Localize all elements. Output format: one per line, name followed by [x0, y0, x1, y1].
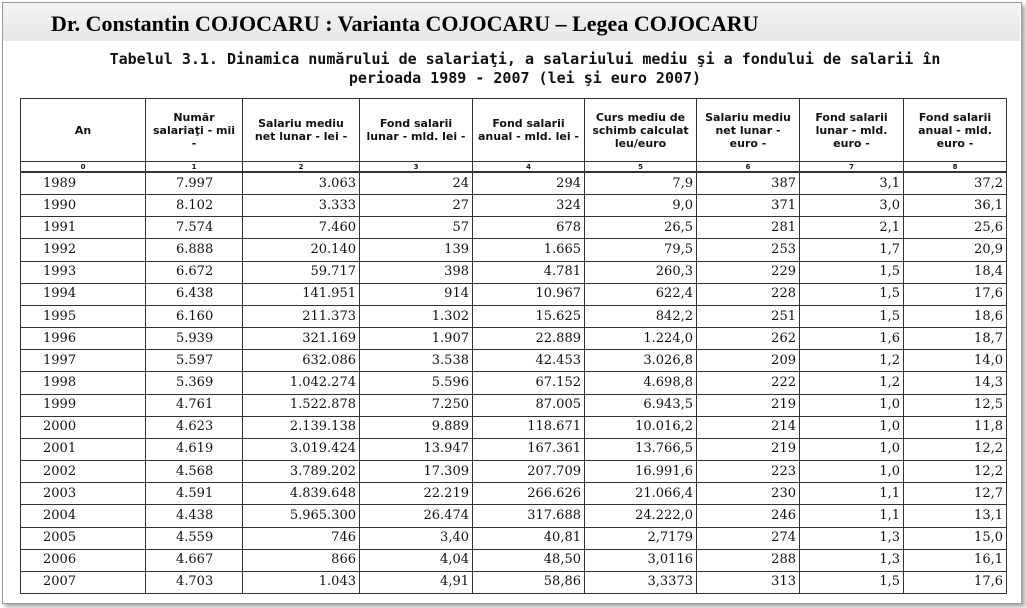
table-cell: 253	[697, 239, 800, 261]
table-cell: 324	[473, 195, 585, 217]
column-number: 5	[585, 162, 697, 173]
table-cell: 5.596	[360, 372, 473, 394]
table-cell: 211.373	[243, 305, 360, 327]
year-cell: 2002	[21, 461, 146, 483]
table-cell: 222	[697, 372, 800, 394]
table-row	[21, 505, 1007, 527]
table-cell: 274	[697, 527, 800, 549]
table-cell: 48,50	[473, 549, 585, 571]
table-cell: 3,1	[800, 172, 904, 195]
table-cell: 229	[697, 261, 800, 283]
year-cell: 1993	[21, 261, 146, 283]
table-cell: 4.568	[146, 461, 243, 483]
table-cell: 262	[697, 328, 800, 350]
header-title: Dr. Constantin COJOCARU : Varianta COJOCARU – Legea COJOCARU	[51, 11, 759, 36]
table-cell: 7.250	[360, 394, 473, 416]
table-row	[21, 350, 1007, 372]
table-cell: 20,9	[904, 239, 1007, 261]
table-cell: 15,0	[904, 527, 1007, 549]
year-cell: 1990	[21, 195, 146, 217]
column-number-row	[21, 162, 1007, 173]
header-bar	[3, 3, 1020, 41]
table-row	[21, 172, 1007, 195]
table-cell: 59.717	[243, 261, 360, 283]
table-cell: 866	[243, 549, 360, 571]
table-cell: 4,91	[360, 571, 473, 593]
column-header: Fond salarii anual - mld. lei -	[473, 99, 585, 162]
table-cell: 3,3373	[585, 571, 697, 593]
column-number: 4	[473, 162, 585, 173]
year-cell: 1991	[21, 217, 146, 239]
table-cell: 37,2	[904, 172, 1007, 195]
year-cell: 1994	[21, 283, 146, 305]
table-cell: 1.302	[360, 305, 473, 327]
table-row	[21, 571, 1007, 593]
table-cell: 26,5	[585, 217, 697, 239]
table-cell: 27	[360, 195, 473, 217]
salary-table	[20, 98, 1007, 594]
table-cell: 251	[697, 305, 800, 327]
table-cell: 4.438	[146, 505, 243, 527]
table-row	[21, 328, 1007, 350]
table-cell: 24	[360, 172, 473, 195]
table-row	[21, 283, 1007, 305]
table-cell: 13,1	[904, 505, 1007, 527]
table-cell: 79,5	[585, 239, 697, 261]
year-cell: 2001	[21, 438, 146, 460]
table-cell: 25,6	[904, 217, 1007, 239]
table-cell: 281	[697, 217, 800, 239]
table-cell: 1,5	[800, 305, 904, 327]
header-row	[21, 99, 1007, 162]
table-cell: 3.538	[360, 350, 473, 372]
year-cell: 2007	[21, 571, 146, 593]
table-cell: 167.361	[473, 438, 585, 460]
table-cell: 219	[697, 438, 800, 460]
table-cell: 139	[360, 239, 473, 261]
table-row	[21, 195, 1007, 217]
column-header: Fond salarii lunar - mld. lei -	[360, 99, 473, 162]
table-cell: 1,2	[800, 350, 904, 372]
table-cell: 2.139.138	[243, 416, 360, 438]
table-cell: 3,0116	[585, 549, 697, 571]
year-cell: 1997	[21, 350, 146, 372]
table-cell: 2,7179	[585, 527, 697, 549]
table-cell: 4.698,8	[585, 372, 697, 394]
table-cell: 228	[697, 283, 800, 305]
table-cell: 398	[360, 261, 473, 283]
table-cell: 294	[473, 172, 585, 195]
table-cell: 87.005	[473, 394, 585, 416]
table-cell: 7.574	[146, 217, 243, 239]
table-cell: 24.222,0	[585, 505, 697, 527]
table-cell: 317.688	[473, 505, 585, 527]
table-cell: 746	[243, 527, 360, 549]
table-cell: 1,2	[800, 372, 904, 394]
year-cell: 1999	[21, 394, 146, 416]
table-cell: 17,6	[904, 571, 1007, 593]
table-cell: 1,0	[800, 416, 904, 438]
caption-line-2: perioada 1989 - 2007 (lei şi euro 2007)	[348, 69, 702, 87]
table-cell: 22.219	[360, 483, 473, 505]
year-cell: 1989	[21, 172, 146, 195]
table-row	[21, 549, 1007, 571]
table-row	[21, 239, 1007, 261]
table-cell: 914	[360, 283, 473, 305]
table-body	[21, 172, 1007, 594]
year-cell: 1998	[21, 372, 146, 394]
table-cell: 18,7	[904, 328, 1007, 350]
column-header: Curs mediu de schimb calculat leu/euro	[585, 99, 697, 162]
year-cell: 1995	[21, 305, 146, 327]
column-header: Salariu mediu net lunar - lei -	[243, 99, 360, 162]
table-cell: 1,5	[800, 261, 904, 283]
column-header: An	[21, 99, 146, 162]
table-cell: 2,1	[800, 217, 904, 239]
table-cell: 678	[473, 217, 585, 239]
table-row	[21, 305, 1007, 327]
table-cell: 17,6	[904, 283, 1007, 305]
table-cell: 1,7	[800, 239, 904, 261]
column-number: 8	[904, 162, 1007, 173]
table-cell: 6.672	[146, 261, 243, 283]
table-cell: 1.224,0	[585, 328, 697, 350]
table-cell: 4.623	[146, 416, 243, 438]
table-cell: 313	[697, 571, 800, 593]
column-number: 0	[21, 162, 146, 173]
table-cell: 67.152	[473, 372, 585, 394]
table-cell: 266.626	[473, 483, 585, 505]
table-row	[21, 416, 1007, 438]
table-cell: 1,3	[800, 549, 904, 571]
table-cell: 223	[697, 461, 800, 483]
table-cell: 5.369	[146, 372, 243, 394]
table-cell: 5.597	[146, 350, 243, 372]
table-cell: 13.947	[360, 438, 473, 460]
table-cell: 18,6	[904, 305, 1007, 327]
column-number: 1	[146, 162, 243, 173]
column-number: 6	[697, 162, 800, 173]
table-cell: 7.997	[146, 172, 243, 195]
table-row	[21, 394, 1007, 416]
table-cell: 141.951	[243, 283, 360, 305]
table-cell: 1,1	[800, 505, 904, 527]
table-cell: 21.066,4	[585, 483, 697, 505]
table-cell: 371	[697, 195, 800, 217]
table-cell: 4.703	[146, 571, 243, 593]
table-cell: 18,4	[904, 261, 1007, 283]
table-cell: 3.063	[243, 172, 360, 195]
table-cell: 3.019.424	[243, 438, 360, 460]
table-cell: 5.965.300	[243, 505, 360, 527]
table-cell: 1,0	[800, 394, 904, 416]
year-cell: 2000	[21, 416, 146, 438]
table-cell: 4,04	[360, 549, 473, 571]
table-cell: 219	[697, 394, 800, 416]
table-cell: 3,0	[800, 195, 904, 217]
table-cell: 230	[697, 483, 800, 505]
table-cell: 321.169	[243, 328, 360, 350]
column-header: Număr salariaţi - mii -	[146, 99, 243, 162]
table-cell: 9.889	[360, 416, 473, 438]
table-cell: 387	[697, 172, 800, 195]
table-cell: 6.888	[146, 239, 243, 261]
table-row	[21, 217, 1007, 239]
table-cell: 622,4	[585, 283, 697, 305]
table-cell: 17.309	[360, 461, 473, 483]
table-cell: 1,1	[800, 483, 904, 505]
column-number: 2	[243, 162, 360, 173]
table-cell: 10.016,2	[585, 416, 697, 438]
column-header: Fond salarii anual - mld. euro -	[904, 99, 1007, 162]
table-cell: 15.625	[473, 305, 585, 327]
table-cell: 4.839.648	[243, 483, 360, 505]
table-cell: 20.140	[243, 239, 360, 261]
table-cell: 3.026,8	[585, 350, 697, 372]
table-cell: 16,1	[904, 549, 1007, 571]
table-cell: 5.939	[146, 328, 243, 350]
year-cell: 1992	[21, 239, 146, 261]
table-cell: 6.160	[146, 305, 243, 327]
table-cell: 1,6	[800, 328, 904, 350]
table-cell: 6.943,5	[585, 394, 697, 416]
table-cell: 26.474	[360, 505, 473, 527]
table-cell: 14,3	[904, 372, 1007, 394]
table-cell: 1.665	[473, 239, 585, 261]
table-caption	[30, 50, 1020, 88]
table-cell: 11,8	[904, 416, 1007, 438]
table-cell: 246	[697, 505, 800, 527]
column-number: 3	[360, 162, 473, 173]
table-cell: 4.619	[146, 438, 243, 460]
table-cell: 288	[697, 549, 800, 571]
table-cell: 118.671	[473, 416, 585, 438]
table-cell: 3,40	[360, 527, 473, 549]
table-cell: 12,7	[904, 483, 1007, 505]
table-row	[21, 438, 1007, 460]
table-row	[21, 261, 1007, 283]
table-cell: 1.043	[243, 571, 360, 593]
table-cell: 4.781	[473, 261, 585, 283]
table-cell: 22.889	[473, 328, 585, 350]
table-cell: 1.907	[360, 328, 473, 350]
table-cell: 12,2	[904, 461, 1007, 483]
table-cell: 209	[697, 350, 800, 372]
table-cell: 57	[360, 217, 473, 239]
column-number: 7	[800, 162, 904, 173]
table-cell: 260,3	[585, 261, 697, 283]
year-cell: 2006	[21, 549, 146, 571]
column-header: Fond salarii lunar - mld. euro -	[800, 99, 904, 162]
table-cell: 8.102	[146, 195, 243, 217]
table-cell: 3.333	[243, 195, 360, 217]
table-cell: 1,5	[800, 283, 904, 305]
table-cell: 842,2	[585, 305, 697, 327]
column-header: Salariu mediu net lunar - euro -	[697, 99, 800, 162]
table-cell: 4.761	[146, 394, 243, 416]
table-cell: 9,0	[585, 195, 697, 217]
table-cell: 207.709	[473, 461, 585, 483]
table-cell: 1,0	[800, 461, 904, 483]
year-cell: 1996	[21, 328, 146, 350]
table-cell: 12,5	[904, 394, 1007, 416]
table-cell: 1,3	[800, 527, 904, 549]
table-cell: 14,0	[904, 350, 1007, 372]
table-cell: 4.591	[146, 483, 243, 505]
table-cell: 7.460	[243, 217, 360, 239]
table-row	[21, 461, 1007, 483]
table-cell: 214	[697, 416, 800, 438]
table-row	[21, 527, 1007, 549]
year-cell: 2004	[21, 505, 146, 527]
table-cell: 3.789.202	[243, 461, 360, 483]
table-cell: 10.967	[473, 283, 585, 305]
table-cell: 632.086	[243, 350, 360, 372]
caption-line-1: Tabelul 3.1. Dinamica numărului de salariaţi, a salariului mediu şi a fondului de salarii în	[109, 50, 941, 68]
year-cell: 2003	[21, 483, 146, 505]
table-cell: 1.522.878	[243, 394, 360, 416]
table-row	[21, 483, 1007, 505]
table-cell: 12,2	[904, 438, 1007, 460]
table-cell: 36,1	[904, 195, 1007, 217]
table-row	[21, 372, 1007, 394]
table-cell: 13.766,5	[585, 438, 697, 460]
table-cell: 1.042.274	[243, 372, 360, 394]
table-cell: 16.991,6	[585, 461, 697, 483]
table-cell: 1,0	[800, 438, 904, 460]
table-cell: 1,5	[800, 571, 904, 593]
table-cell: 4.667	[146, 549, 243, 571]
table-cell: 7,9	[585, 172, 697, 195]
table-cell: 42.453	[473, 350, 585, 372]
table-cell: 58,86	[473, 571, 585, 593]
table-cell: 6.438	[146, 283, 243, 305]
table-cell: 4.559	[146, 527, 243, 549]
table-cell: 40,81	[473, 527, 585, 549]
year-cell: 2005	[21, 527, 146, 549]
